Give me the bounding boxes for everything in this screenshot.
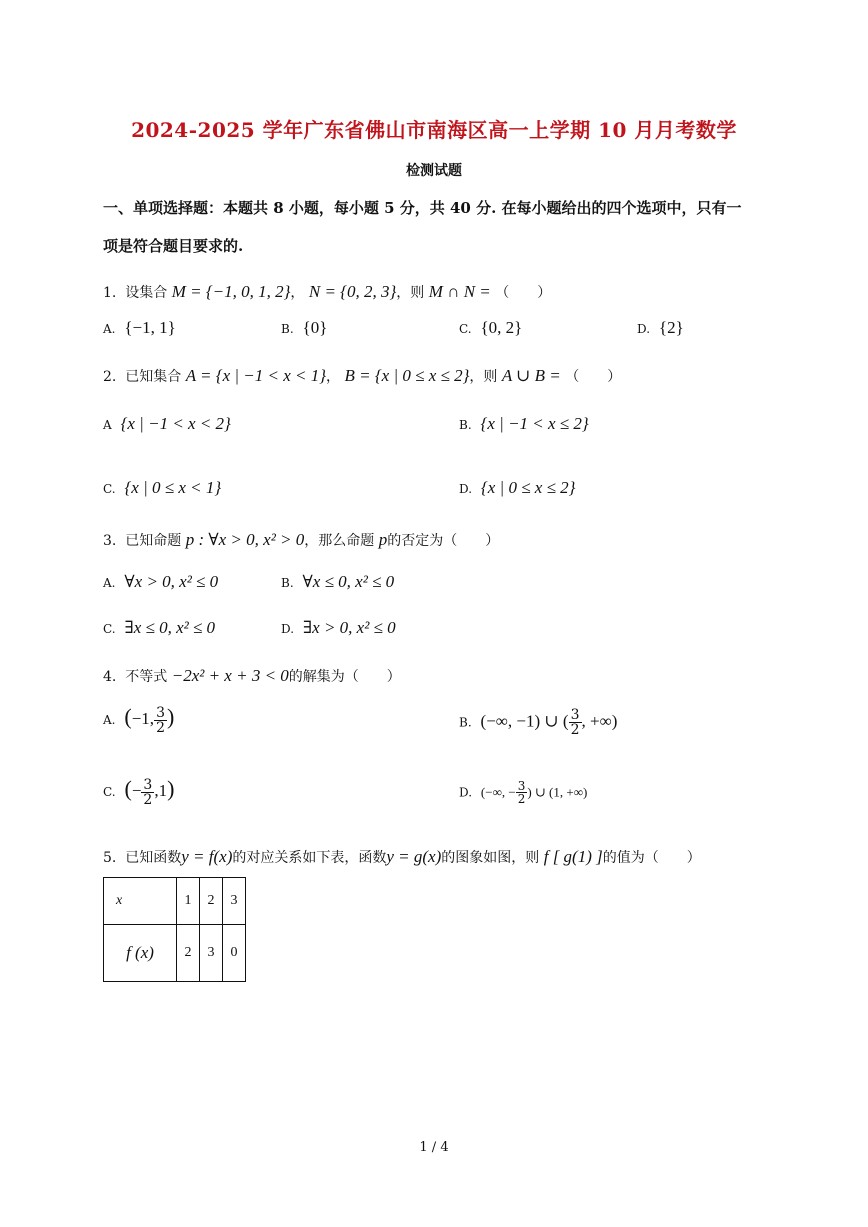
- table-cell: 3: [223, 878, 246, 925]
- option-2a: A {x | −1 < x < 2}: [103, 414, 231, 433]
- question-1: 1. 设集合 M = {−1, 0, 1, 2}， N = {0, 2, 3}，则 M ∩ N = （ ）: [103, 282, 552, 301]
- section-heading-line2: 项是符合题目要求的.: [103, 237, 244, 255]
- document-title: 2024-2025 学年广东省佛山市南海区高一上学期 10 月月考数学: [131, 118, 737, 142]
- question-number: 4.: [103, 669, 117, 685]
- option-2d: D. {x | 0 ≤ x ≤ 2}: [459, 478, 576, 497]
- option-2b: B. {x | −1 < x ≤ 2}: [459, 414, 589, 433]
- option-3b: B. ∀x ≤ 0, x² ≤ 0: [281, 572, 395, 591]
- option-4b: B. (−∞, −1) ∪ ( $\frac{3}{2}$ , +∞): [459, 707, 618, 738]
- option-1a: A. {−1, 1}: [103, 318, 176, 337]
- document-subtitle: 检测试题: [406, 163, 462, 179]
- option-1d: D. {2}: [637, 318, 684, 337]
- set-n: N = {0, 2, 3}: [308, 282, 397, 301]
- option-3c: C. ∃x ≤ 0, x² ≤ 0: [103, 618, 216, 637]
- table-cell: 0: [223, 925, 246, 982]
- question-number: 5.: [103, 850, 117, 866]
- set-a: A = {x | −1 < x < 1}: [185, 366, 327, 385]
- table-cell: x: [104, 878, 177, 925]
- table-row-values: [104, 925, 246, 982]
- option-4a: A. (−1, $\frac{3}{2}$ ): [103, 704, 175, 736]
- composite-expression: f [ g(1) ]: [543, 847, 603, 866]
- function-table: [103, 877, 246, 982]
- section-heading-line1: 一、单项选择题：本题共 8 小题，每小题 5 分，共 40 分. 在每小题给出的四个选项中，只有一: [103, 199, 742, 217]
- table-cell: 2: [177, 925, 200, 982]
- inequality: −2x² + x + 3 < 0: [171, 666, 289, 685]
- question-2: 2. 已知集合 A = {x | −1 < x < 1}， B = {x | 0 ≤ x ≤ 2}，则 A ∪ B = （ ）: [103, 366, 622, 385]
- question-3: 3. 已知命题 p : ∀x > 0, x² > 0，那么命题 p的否定为（ ）: [103, 530, 500, 549]
- option-1b: B. {0}: [281, 318, 328, 337]
- option-3d: D. ∃x > 0, x² ≤ 0: [281, 618, 396, 637]
- union-expression: A ∪ B =: [501, 366, 561, 385]
- option-4c: C. (− $\frac{3}{2}$ ,1): [103, 776, 175, 808]
- proposition-p: p : ∀x > 0, x² > 0: [185, 530, 305, 549]
- table-cell: 3: [200, 925, 223, 982]
- function-g: y = g(x): [386, 847, 442, 866]
- question-5: 5. 已知函数y = f(x)的对应关系如下表，函数y = g(x)的图象如图，则 f [ g(1) ]的值为（ ）: [103, 847, 701, 866]
- page-number: 1 / 4: [419, 1140, 449, 1155]
- set-b: B = {x | 0 ≤ x ≤ 2}: [344, 366, 470, 385]
- option-2c: C. {x | 0 ≤ x < 1}: [103, 478, 222, 497]
- table-row-header: [104, 878, 246, 925]
- table-cell: 2: [200, 878, 223, 925]
- table-cell: f (x): [104, 925, 177, 982]
- function-f: y = f(x): [181, 847, 233, 866]
- option-4d: D. (−∞, − $\frac{3}{2}$ ) ∪ (1, +∞): [459, 779, 588, 806]
- option-1c: C. {0, 2}: [459, 318, 523, 337]
- question-number: 1.: [103, 285, 117, 301]
- question-number: 2.: [103, 369, 117, 385]
- set-m: M = {−1, 0, 1, 2}: [171, 282, 291, 301]
- table-cell: 1: [177, 878, 200, 925]
- question-4: 4. 不等式 −2x² + x + 3 < 0的解集为（ ）: [103, 666, 401, 685]
- question-number: 3.: [103, 533, 117, 549]
- option-3a: A. ∀x > 0, x² ≤ 0: [103, 572, 219, 591]
- intersection-expression: M ∩ N =: [428, 282, 491, 301]
